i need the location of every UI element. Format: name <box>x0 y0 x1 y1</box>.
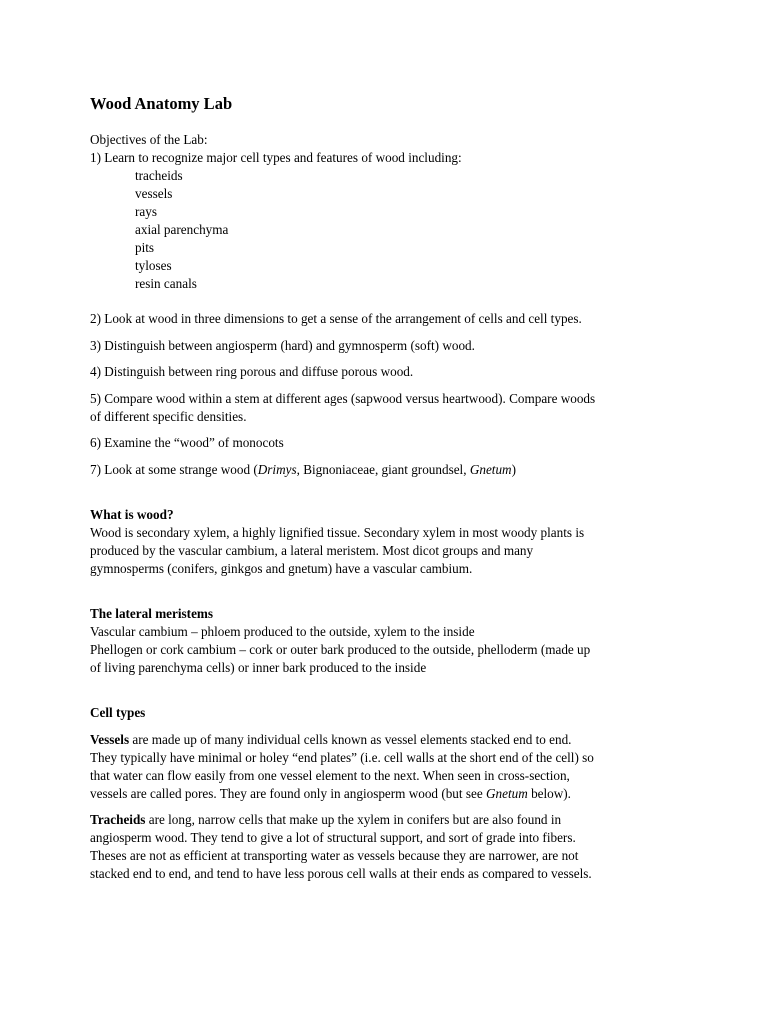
paragraph-line <box>90 811 690 829</box>
objective-5-line: of different specific densities. <box>90 408 247 424</box>
paragraph-line: Phellogen or cork cambium – cork or outer bark produced to the outside, phelloderm (made up <box>90 641 591 657</box>
objectives-label: Objectives of the Lab: <box>90 132 208 147</box>
tracheids-paragraph <box>90 811 690 883</box>
objective-4: 4) Distinguish between ring porous and diffuse porous wood. <box>90 364 414 379</box>
drimys-term: Drimys <box>257 461 297 477</box>
paragraph-line: of living parenchyma cells) or inner bark produced to the inside <box>90 659 427 675</box>
vessels-line-1-rest: are made up of many individual cells known as vessel elements stacked end to end. <box>129 731 572 747</box>
objective-7-middle: , Bignoniaceae, giant groundsel, <box>296 461 470 477</box>
gnetum-term: Gnetum <box>469 461 512 477</box>
list-item: vessels <box>135 186 173 201</box>
paragraph-line: produced by the vascular cambium, a lateral meristem. Most dicot groups and many <box>90 542 534 558</box>
objective-6: 6) Examine the “wood” of monocots <box>90 435 284 450</box>
objective-3: 3) Distinguish between angiosperm (hard) and gymnosperm (soft) wood. <box>90 337 475 353</box>
list-item: resin canals <box>135 276 197 291</box>
objective-7-suffix: ) <box>511 461 516 477</box>
list-item: axial parenchyma <box>135 222 229 237</box>
vessels-term: Vessels <box>90 731 130 747</box>
paragraph-line: Theses are not as efficient at transporting water as vessels because they are narrower, are not <box>90 848 579 863</box>
tracheids-line-1-rest: are long, narrow cells that make up the xylem in conifers but are also found in <box>145 812 562 827</box>
objective-5-line: 5) Compare wood within a stem at different ages (sapwood versus heartwood). Compare woods <box>90 390 596 406</box>
paragraph-line: gymnosperms (conifers, ginkgos and gnetum) have a vascular cambium. <box>90 560 473 576</box>
paragraph-line: stacked end to end, and tend to have less porous cell walls at their ends as compared to vessels. <box>90 866 592 881</box>
objective-7-prefix: 7) Look at some strange wood ( <box>90 461 258 477</box>
vessels-paragraph <box>90 731 690 803</box>
vessels-line-4-pre: vessels are called pores. They are found only in angiosperm wood (but see <box>90 785 486 801</box>
lateral-meristems-heading: The lateral meristems <box>90 605 214 621</box>
list-item: pits <box>135 240 155 255</box>
objective-2: 2) Look at wood in three dimensions to get a sense of the arrangement of cells and cell types. <box>90 311 582 326</box>
vessels-line-4-post: below). <box>527 785 571 801</box>
list-item: rays <box>135 204 157 219</box>
paragraph-line: Vascular cambium – phloem produced to the outside, xylem to the inside <box>90 623 475 639</box>
list-item: tyloses <box>135 258 172 273</box>
paragraph-line <box>90 785 690 803</box>
what-is-wood-heading: What is wood? <box>90 506 174 522</box>
paragraph-line: that water can flow easily from one vessel element to the next. When seen in cross-section, <box>90 767 570 783</box>
paragraph-line: angiosperm wood. They tend to give a lot of structural support, and sort of grade into fibers. <box>90 830 576 845</box>
paragraph-line: Wood is secondary xylem, a highly lignified tissue. Secondary xylem in most woody plants is <box>90 524 585 540</box>
cell-type-feature-list <box>135 167 690 293</box>
what-is-wood-paragraph <box>90 524 690 578</box>
gnetum-term: Gnetum <box>486 785 528 801</box>
list-item: tracheids <box>135 168 183 183</box>
paragraph-line: They typically have minimal or holey “end plates” (i.e. cell walls at the short end of the cell) so <box>90 749 594 765</box>
objective-7 <box>90 461 690 479</box>
objective-1: 1) Learn to recognize major cell types and features of wood including: <box>90 150 462 165</box>
page-title: Wood Anatomy Lab <box>90 94 233 113</box>
objective-5 <box>90 390 690 426</box>
cell-types-heading: Cell types <box>90 704 146 720</box>
page-content <box>90 94 690 892</box>
paragraph-line <box>90 731 690 749</box>
tracheids-term: Tracheids <box>90 812 146 827</box>
lateral-meristems-paragraph <box>90 623 690 677</box>
